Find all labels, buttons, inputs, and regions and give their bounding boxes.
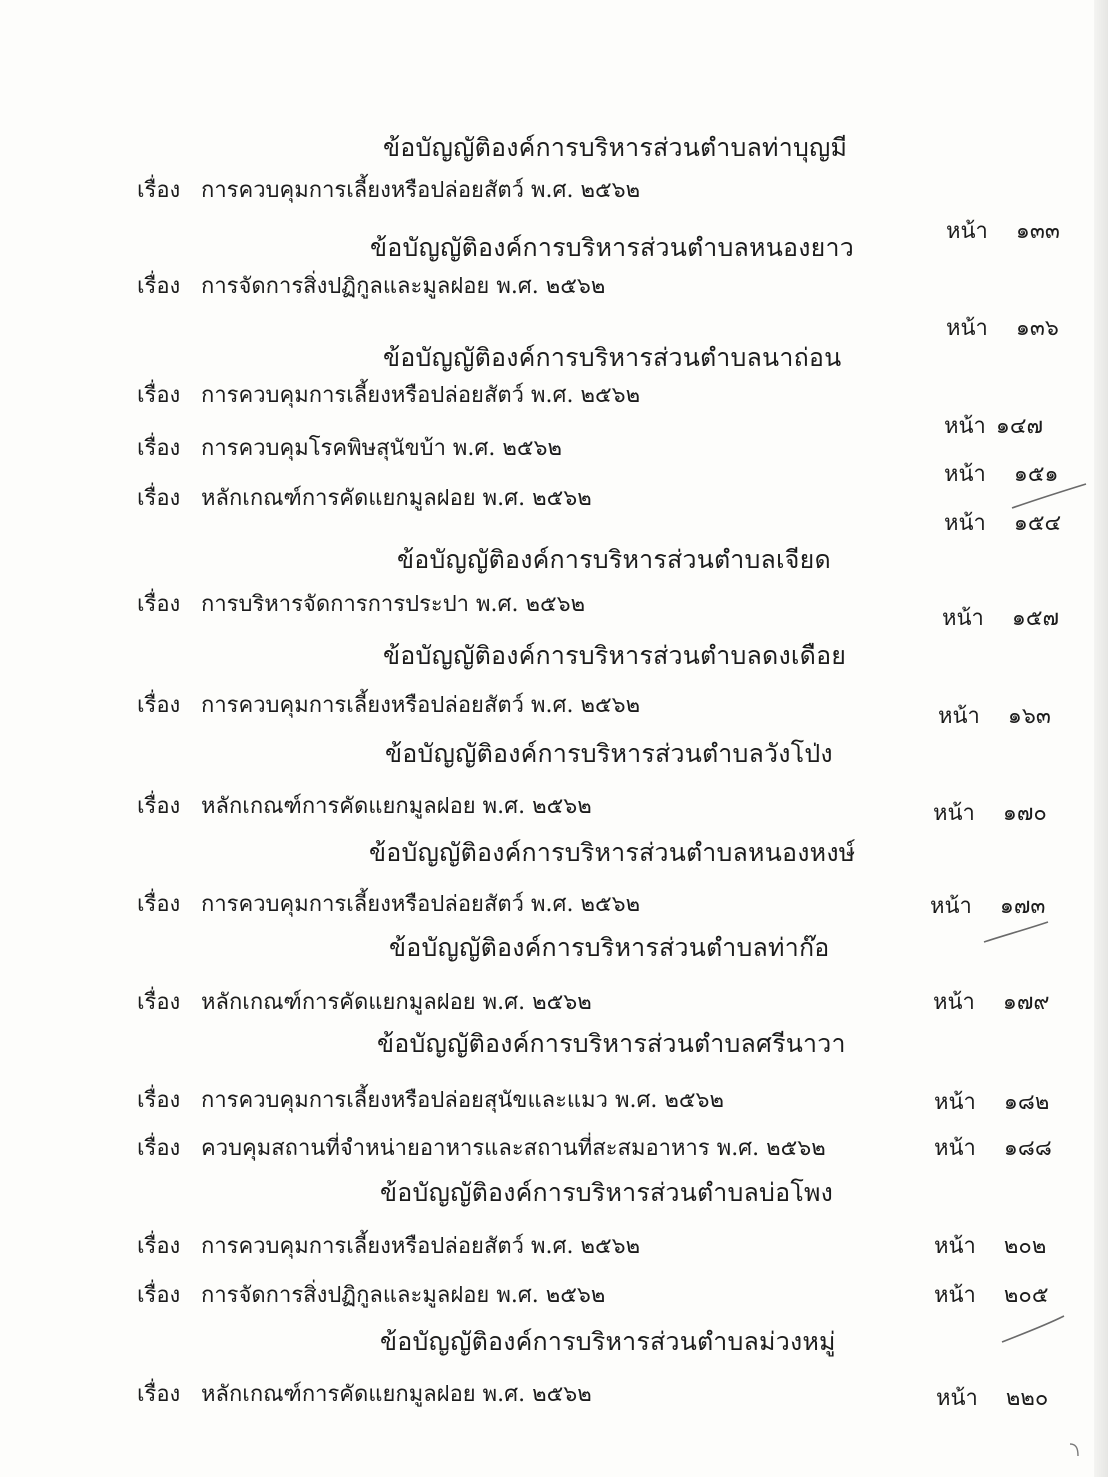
page-number: ๑๗๙ bbox=[1002, 990, 1050, 1015]
page-label: หน้า bbox=[933, 990, 975, 1015]
entry-subject bbox=[137, 1130, 826, 1165]
entry-label: เรื่อง bbox=[137, 892, 181, 917]
page-number: ๑๓๖ bbox=[1015, 316, 1059, 341]
page-number: ๑๘๒ bbox=[1003, 1090, 1050, 1115]
entry-subject bbox=[137, 1277, 605, 1312]
entry-page-ref bbox=[938, 698, 1051, 733]
entry-subject bbox=[137, 172, 640, 207]
entry-subject bbox=[137, 984, 592, 1019]
page-label: หน้า bbox=[944, 462, 986, 487]
section-heading: ข้อบัญญัติองค์การบริหารส่วนตำบลศรีนาวา bbox=[377, 1029, 846, 1058]
entry-label: เรื่อง bbox=[137, 1234, 181, 1259]
page-number: ๑๖๓ bbox=[1007, 704, 1051, 729]
entry-subject bbox=[137, 268, 605, 303]
page-label: หน้า bbox=[936, 1386, 978, 1411]
section-heading: ข้อบัญญัติองค์การบริหารส่วนตำบลดงเดือย bbox=[383, 641, 847, 670]
entry-title: การควบคุมโรคพิษสุนัขบ้า พ.ศ. ๒๕๖๒ bbox=[201, 436, 562, 461]
entry-title: การควบคุมการเลี้ยงหรือปล่อยสัตว์ พ.ศ. ๒๕๖๒ bbox=[201, 178, 641, 203]
page-label: หน้า bbox=[934, 1136, 976, 1161]
entry-subject bbox=[137, 377, 640, 412]
page-number: ๑๓๓ bbox=[1015, 219, 1060, 244]
entry-label: เรื่อง bbox=[137, 794, 181, 819]
entry-subject bbox=[137, 1082, 724, 1117]
entry-label: เรื่อง bbox=[137, 990, 181, 1015]
page-number: ๑๕๗ bbox=[1011, 606, 1060, 631]
entry-page-ref bbox=[946, 310, 1059, 345]
entry-title: การควบคุมการเลี้ยงหรือปล่อยสัตว์ พ.ศ. ๒๕๖๒ bbox=[201, 892, 641, 917]
page-label: หน้า bbox=[946, 316, 988, 341]
scan-page-edge bbox=[1094, 0, 1108, 1477]
entry-label: เรื่อง bbox=[137, 592, 181, 617]
entry-label: เรื่อง bbox=[137, 1382, 181, 1407]
page-label: หน้า bbox=[934, 1090, 976, 1115]
pen-tick-mark bbox=[1010, 478, 1090, 518]
page-label: หน้า bbox=[934, 1234, 976, 1259]
entry-subject bbox=[137, 687, 640, 722]
section-heading: ข้อบัญญัติองค์การบริหารส่วนตำบลท่าบุญมี bbox=[383, 133, 848, 162]
page-number: ๑๗๓ bbox=[999, 894, 1046, 919]
entry-subject bbox=[137, 586, 585, 621]
page-number: ๑๗๐ bbox=[1002, 801, 1047, 826]
entry-page-ref bbox=[934, 1130, 1052, 1165]
section-heading: ข้อบัญญัติองค์การบริหารส่วนตำบลวังโป่ง bbox=[385, 739, 833, 768]
entry-page-ref bbox=[933, 984, 1050, 1019]
entry-subject bbox=[137, 430, 562, 465]
entry-subject bbox=[137, 1228, 640, 1263]
entry-page-ref bbox=[933, 795, 1047, 830]
entry-label: เรื่อง bbox=[137, 693, 181, 718]
entry-title: หลักเกณฑ์การคัดแยกมูลฝอย พ.ศ. ๒๕๖๒ bbox=[201, 486, 592, 511]
entry-label: เรื่อง bbox=[137, 383, 181, 408]
page-label: หน้า bbox=[944, 511, 986, 536]
pen-tick-mark bbox=[982, 918, 1052, 948]
entry-subject bbox=[137, 788, 592, 823]
entry-label: เรื่อง bbox=[137, 1088, 181, 1113]
section-heading: ข้อบัญญัติองค์การบริหารส่วนตำบลบ่อโพง bbox=[380, 1178, 834, 1207]
page-number: ๒๐๒ bbox=[1003, 1234, 1047, 1259]
page-number: ๑๕๔ bbox=[1013, 511, 1062, 536]
page-number: ๒๐๕ bbox=[1003, 1283, 1049, 1308]
page-number: ๑๔๗ bbox=[995, 414, 1044, 439]
entry-label: เรื่อง bbox=[137, 486, 181, 511]
pen-tick-mark bbox=[1000, 1312, 1070, 1348]
section-heading: ข้อบัญญัติองค์การบริหารส่วนตำบลเจียด bbox=[397, 545, 831, 574]
entry-title: ควบคุมสถานที่จำหน่ายอาหารและสถานที่สะสมอาหาร พ.ศ. ๒๕๖๒ bbox=[201, 1136, 826, 1161]
section-heading: ข้อบัญญัติองค์การบริหารส่วนตำบลนาถ่อน bbox=[383, 343, 842, 372]
page-label: หน้า bbox=[930, 894, 972, 919]
entry-title: การจัดการสิ่งปฏิกูลและมูลฝอย พ.ศ. ๒๕๖๒ bbox=[201, 1283, 606, 1308]
section-heading: ข้อบัญญัติองค์การบริหารส่วนตำบลหนองยาว bbox=[370, 233, 854, 262]
section-heading: ข้อบัญญัติองค์การบริหารส่วนตำบลท่าก๊อ bbox=[389, 933, 830, 962]
entry-title: การควบคุมการเลี้ยงหรือปล่อยสุนัขและแมว พ.ศ. ๒๕๖๒ bbox=[201, 1088, 725, 1113]
entry-subject bbox=[137, 480, 592, 515]
entry-page-ref bbox=[934, 1277, 1049, 1312]
page-number: ๑๕๑ bbox=[1013, 462, 1059, 487]
entry-page-ref bbox=[936, 1380, 1048, 1415]
page-label: หน้า bbox=[938, 704, 980, 729]
entry-title: การควบคุมการเลี้ยงหรือปล่อยสัตว์ พ.ศ. ๒๕๖๒ bbox=[201, 383, 641, 408]
page-label: หน้า bbox=[942, 606, 984, 631]
section-heading: ข้อบัญญัติองค์การบริหารส่วนตำบลม่วงหมู่ bbox=[380, 1327, 836, 1356]
entry-title: การควบคุมการเลี้ยงหรือปล่อยสัตว์ พ.ศ. ๒๕๖๒ bbox=[201, 1234, 641, 1259]
page-number: ๒๒๐ bbox=[1005, 1386, 1049, 1411]
entry-title: การจัดการสิ่งปฏิกูลและมูลฝอย พ.ศ. ๒๕๖๒ bbox=[201, 274, 606, 299]
entry-title: การควบคุมการเลี้ยงหรือปล่อยสัตว์ พ.ศ. ๒๕๖๒ bbox=[201, 693, 641, 718]
page-label: หน้า bbox=[946, 219, 988, 244]
entry-subject bbox=[137, 1376, 592, 1411]
entry-page-ref bbox=[934, 1228, 1046, 1263]
page-number: ๑๘๘ bbox=[1003, 1136, 1052, 1161]
entry-label: เรื่อง bbox=[137, 274, 181, 299]
page-label: หน้า bbox=[944, 414, 986, 439]
entry-subject bbox=[137, 886, 640, 921]
section-heading: ข้อบัญญัติองค์การบริหารส่วนตำบลหนองหงษ์ bbox=[369, 838, 856, 867]
entry-label: เรื่อง bbox=[137, 1283, 181, 1308]
entry-title: การบริหารจัดการการประปา พ.ศ. ๒๕๖๒ bbox=[201, 592, 586, 617]
entry-label: เรื่อง bbox=[137, 1136, 181, 1161]
entry-page-ref bbox=[942, 600, 1059, 635]
page-label: หน้า bbox=[934, 1283, 976, 1308]
entry-label: เรื่อง bbox=[137, 436, 181, 461]
entry-label: เรื่อง bbox=[137, 178, 181, 203]
pen-corner-mark bbox=[1066, 1440, 1086, 1470]
entry-title: หลักเกณฑ์การคัดแยกมูลฝอย พ.ศ. ๒๕๖๒ bbox=[201, 794, 592, 819]
entry-title: หลักเกณฑ์การคัดแยกมูลฝอย พ.ศ. ๒๕๖๒ bbox=[201, 990, 592, 1015]
entry-page-ref bbox=[944, 408, 1043, 443]
page-label: หน้า bbox=[933, 801, 975, 826]
entry-page-ref bbox=[946, 213, 1060, 248]
entry-page-ref bbox=[934, 1084, 1049, 1119]
entry-title: หลักเกณฑ์การคัดแยกมูลฝอย พ.ศ. ๒๕๖๒ bbox=[201, 1382, 592, 1407]
